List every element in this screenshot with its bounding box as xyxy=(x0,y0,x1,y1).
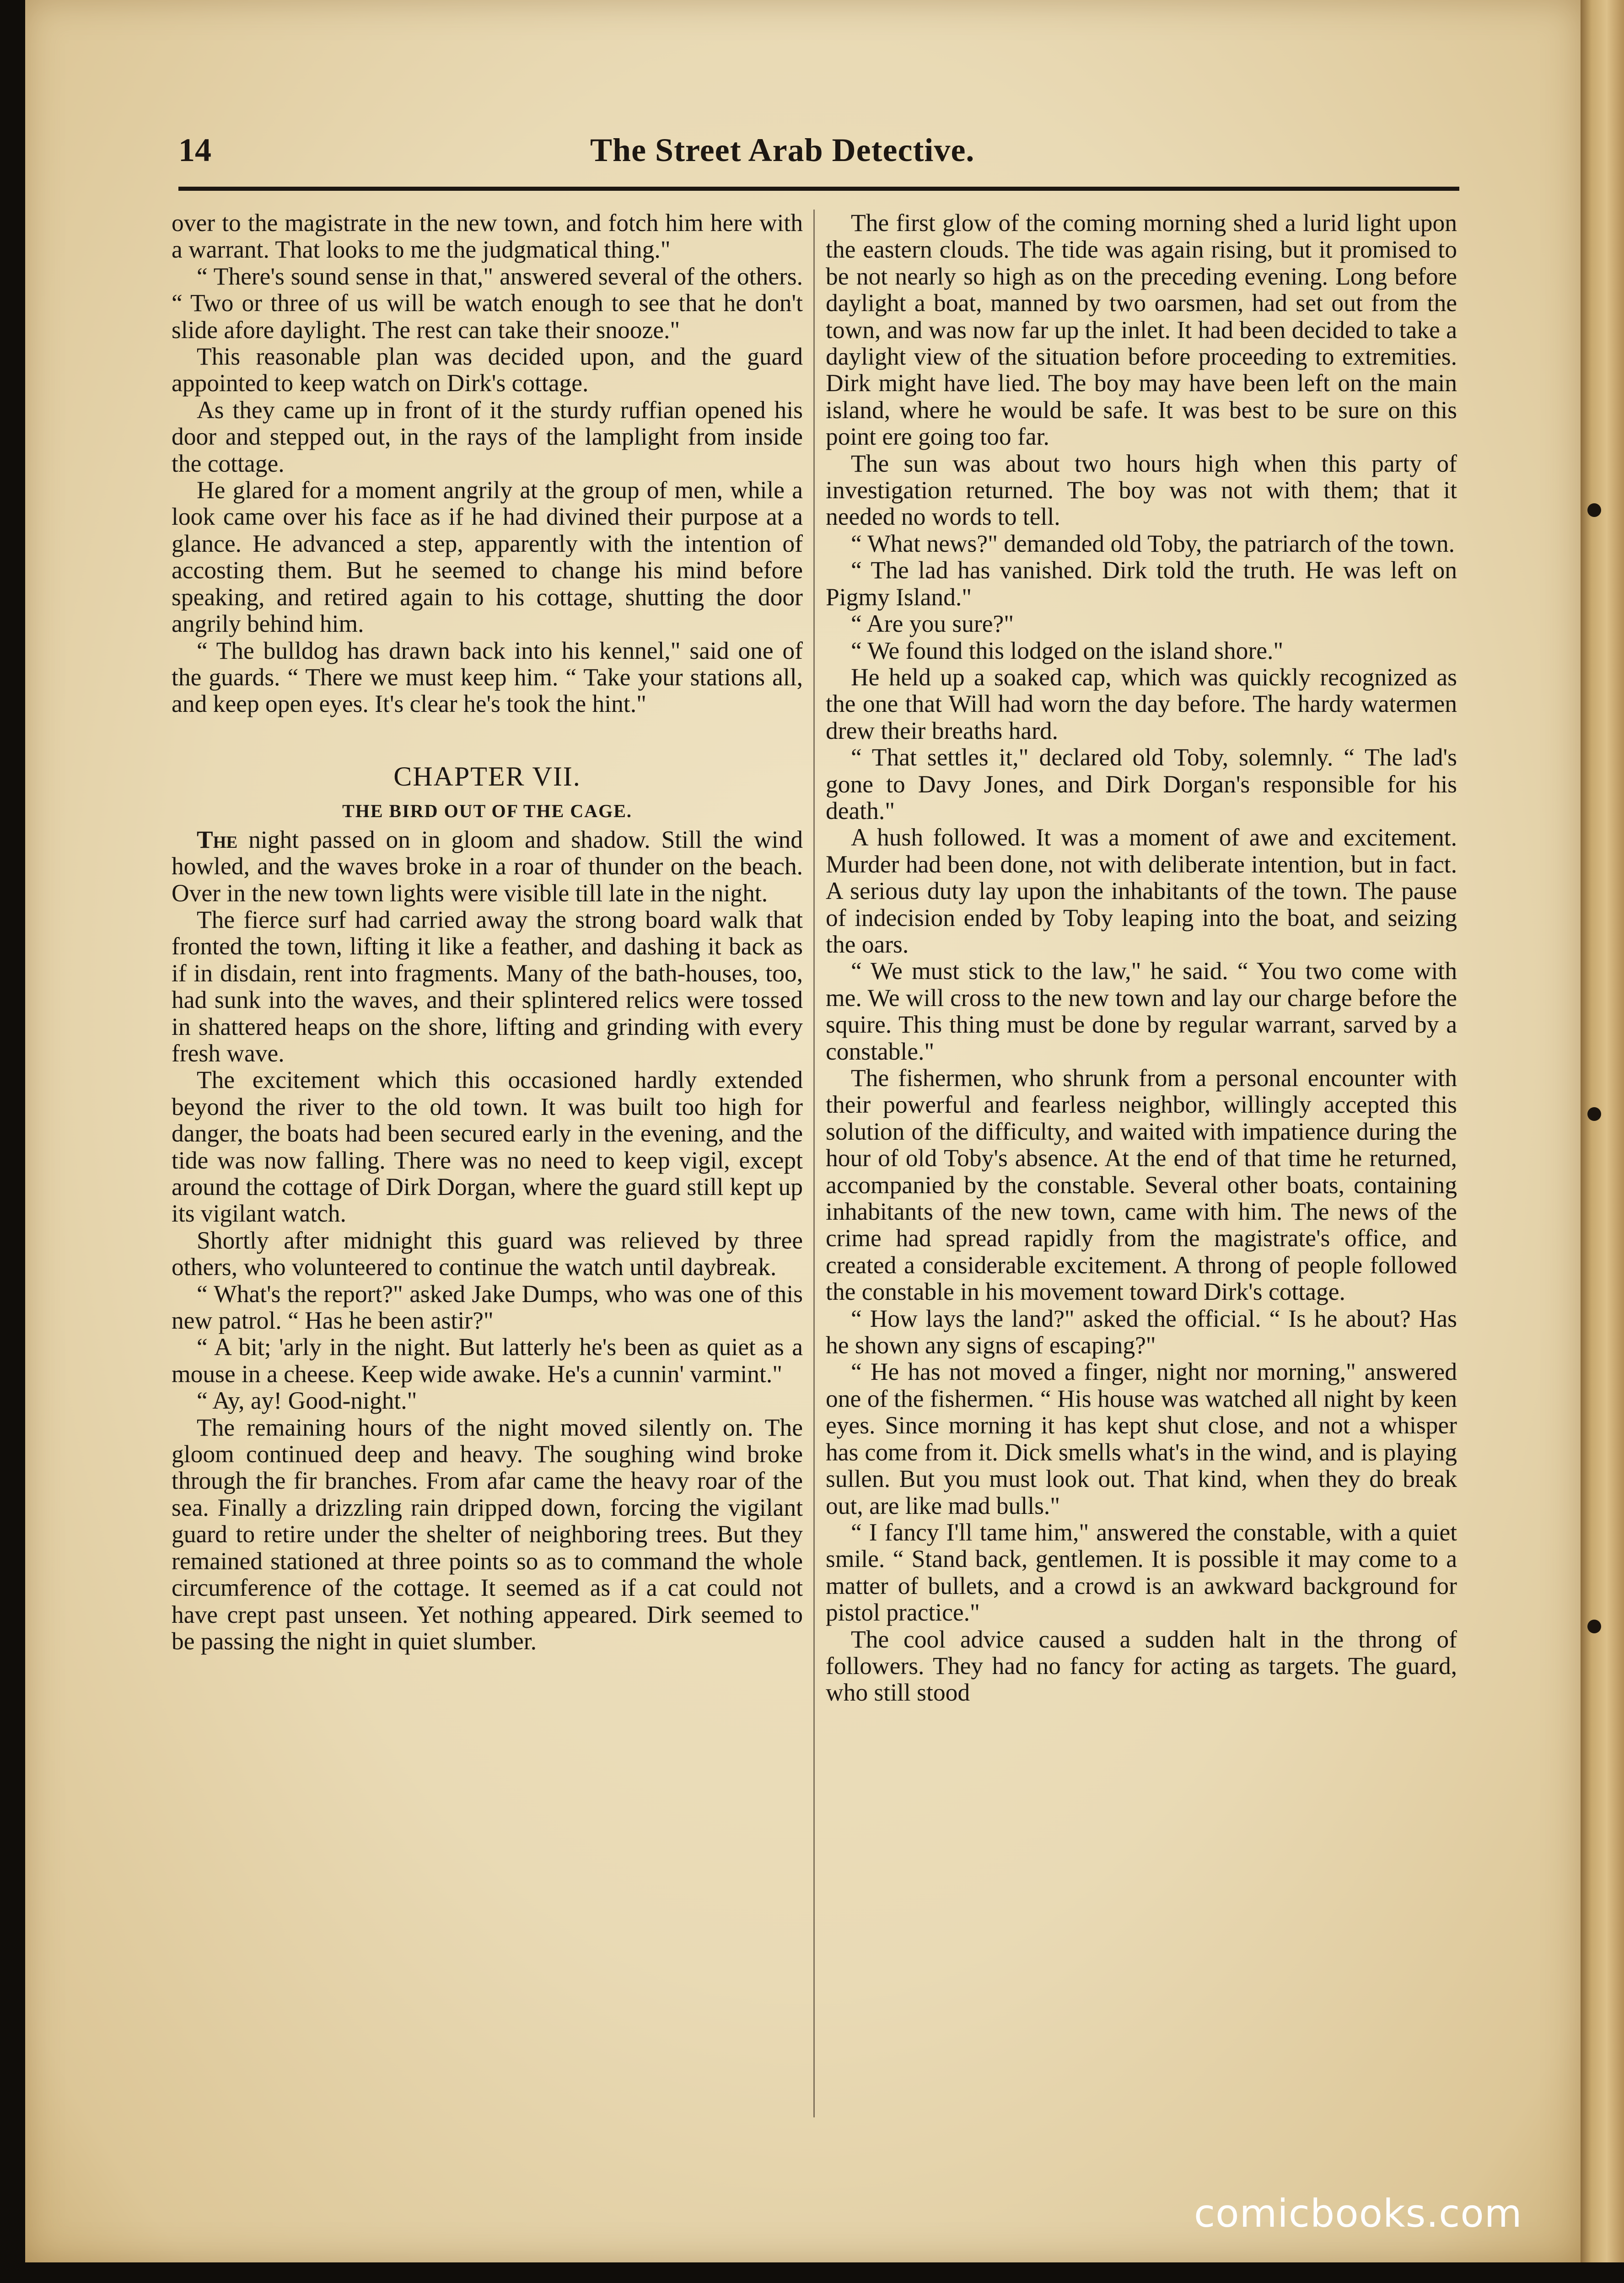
paragraph: “ What's the report?" asked Jake Dumps, who was one of this new patrol. “ Has he been astir?" xyxy=(172,1280,803,1335)
running-title: The Street Arab Detective. xyxy=(590,132,975,168)
paragraph: The excitement which this occasioned hardly extended beyond the river to the old town. It was built too high for danger, the boats had been secured early in the evening, and the tide was now falling. There was no need to keep vigil, except around the cottage of Dirk Dorgan, where the guard still kept up its vigilant watch. xyxy=(172,1066,803,1228)
paragraph: A hush followed. It was a moment of awe and excitement. Murder had been done, not with deliberate intention, but in fact. A serious duty lay upon the inhabitants of the town. The pause of indecision ended by Toby leaping into the boat, and seizing the oars. xyxy=(826,824,1457,958)
watermark: comicbooks.com xyxy=(1194,2191,1522,2236)
column-divider xyxy=(813,210,815,2117)
paragraph: over to the magistrate in the new town, and fotch him here with a warrant. That looks to me the judgmatical thing." xyxy=(172,209,803,264)
paragraph: The remaining hours of the night moved silently on. The gloom continued deep and heavy. The soughing wind broke through the fir branches. From afar came the heavy roar of the sea. Finally a drizzling rain dripped down, forcing the vigilant guard to retire under the shelter of neighboring trees. But they remained stationed at three points so as to command the whole circumference of the cottage. It seemed as if a cat could not have crept past unseen. Yet nothing appeared. Dirk seemed to be passing the night in quiet slumber. xyxy=(172,1413,803,1655)
paragraph: Shortly after midnight this guard was relieved by three others, who volunteered to continue the watch until daybreak. xyxy=(172,1226,803,1281)
page-header xyxy=(178,127,1455,173)
paragraph-text: night passed on in gloom and shadow. Still the wind howled, and the waves broke in a roar of thunder on the beach. Over in the new town lights were visible till late in the night. xyxy=(172,825,803,907)
paragraph: “ The lad has vanished. Dirk told the truth. He was left on Pigmy Island." xyxy=(826,556,1457,611)
chapter-lead-word: The xyxy=(197,825,238,853)
binding-staple-icon xyxy=(1587,1107,1601,1121)
paragraph: “ That settles it," declared old Toby, solemnly. “ The lad's gone to Davy Jones, and Dirk Dorgan's responsible for his death." xyxy=(826,743,1457,824)
binding-staple-icon xyxy=(1587,1620,1601,1633)
chapter-subtitle: THE BIRD OUT OF THE CAGE. xyxy=(342,800,632,821)
paragraph: “ Are you sure?" xyxy=(851,610,1014,638)
paragraph: “ How lays the land?" asked the official. “ Is he about? Has he shown any signs of escaping?" xyxy=(826,1304,1457,1359)
paragraph: “ The bulldog has drawn back into his kennel," said one of the guards. “ There we must keep him. “ Take your stations all, and keep open eyes. It's clear he's took the hint." xyxy=(172,636,803,718)
paragraph: “ What news?" demanded old Toby, the patriarch of the town. xyxy=(851,529,1455,557)
header-rule xyxy=(178,187,1459,191)
paragraph: The sun was about two hours high when this party of investigation returned. The boy was not with them; that it needed no words to tell. xyxy=(826,449,1457,531)
paragraph: The first glow of the coming morning shed a lurid light upon the eastern clouds. The tide was again rising, but it promised to be not nearly so high as on the preceding evening. Long before daylight a boat, manned by two oarsmen, had set out from the town, and was now far up the inlet. It had been decided to take a daylight view of the situation before proceeding to extremities. Dirk might have lied. The boy may have been left on the main island, where he would be safe. It was best to be sure on this point ere going too far. xyxy=(826,209,1457,451)
paragraph: The cool advice caused a sudden halt in the throng of followers. They had no fancy for acting as targets. The guard, who still stood xyxy=(826,1625,1457,1707)
paragraph: “ I fancy I'll tame him," answered the constable, with a quiet smile. “ Stand back, gentlemen. It is possible it may come to a matter of bullets, and a crowd is an awkward background for pistol practice." xyxy=(826,1518,1457,1626)
page-edge xyxy=(1581,0,1624,2262)
paragraph: He glared for a moment angrily at the group of men, while a look came over his face as if he had divined their purpose at a glance. He advanced a step, apparently with the intention of accosting them. But he seemed to change his mind before speaking, and retired again to his cottage, shutting the door angrily behind him. xyxy=(172,476,803,638)
paragraph: “ Ay, ay! Good-night." xyxy=(197,1387,417,1415)
paragraph xyxy=(172,826,803,906)
paragraph: As they came up in front of it the sturdy ruffian opened his door and stepped out, in the rays of the lamplight from inside the cottage. xyxy=(172,396,803,477)
paragraph: The fierce surf had carried away the strong board walk that fronted the town, lifting it like a feather, and dashing it back as if in disdain, rent into fragments. Many of the bath-houses, too, had sunk into the waves, and their splintered relics were tossed in shattered heaps on the shore, lifting and grinding with every fresh wave. xyxy=(172,905,803,1067)
paragraph: He held up a soaked cap, which was quickly recognized as the one that Will had worn the day before. The hardy watermen drew their breaths hard. xyxy=(826,663,1457,744)
left-column xyxy=(172,210,803,1654)
paragraph: “ We must stick to the law," he said. “ You two come with me. We will cross to the new town and lay our charge before the squire. This thing must be done by regular warrant, sarved by a constable." xyxy=(826,957,1457,1065)
binding-staple-icon xyxy=(1587,503,1601,517)
paragraph: This reasonable plan was decided upon, and the guard appointed to keep watch on Dirk's cottage. xyxy=(172,343,803,397)
page-number: 14 xyxy=(178,132,211,168)
paragraph: “ A bit; 'arly in the night. But latterly he's been as quiet as a mouse in a cheese. Keep wide awake. He's a cunnin' varmint." xyxy=(172,1333,803,1388)
paragraph: “ There's sound sense in that," answered several of the others. “ Two or three of us will be watch enough to see that he don't slide afore daylight. The rest can take their snooze." xyxy=(172,262,803,344)
chapter-title: CHAPTER VII. xyxy=(393,761,581,792)
paragraph: “ We found this lodged on the island shore." xyxy=(851,636,1284,664)
paragraph: The fishermen, who shrunk from a personal encounter with their powerful and fearless neighbor, willingly accepted this solution of the difficulty, and waited with impatience during the hour of old Toby's absence. At the end of that time he returned, accompanied by the constable. Several other boats, containing inhabitants of the new town, came with him. The news of the crime had spread rapidly from the magistrate's office, and created a considerable excitement. A throng of people followed the constable in his movement toward Dirk's cottage. xyxy=(826,1064,1457,1306)
right-column xyxy=(826,210,1457,1706)
paragraph: “ He has not moved a finger, night nor morning," answered one of the fishermen. “ His house was watched all night by keen eyes. Since morning it has kept shut close, and not a whisper has come from it. Dick smells what's in the wind, and is playing sullen. But you must look out. That kind, when they do break out, are like mad bulls." xyxy=(826,1358,1457,1519)
